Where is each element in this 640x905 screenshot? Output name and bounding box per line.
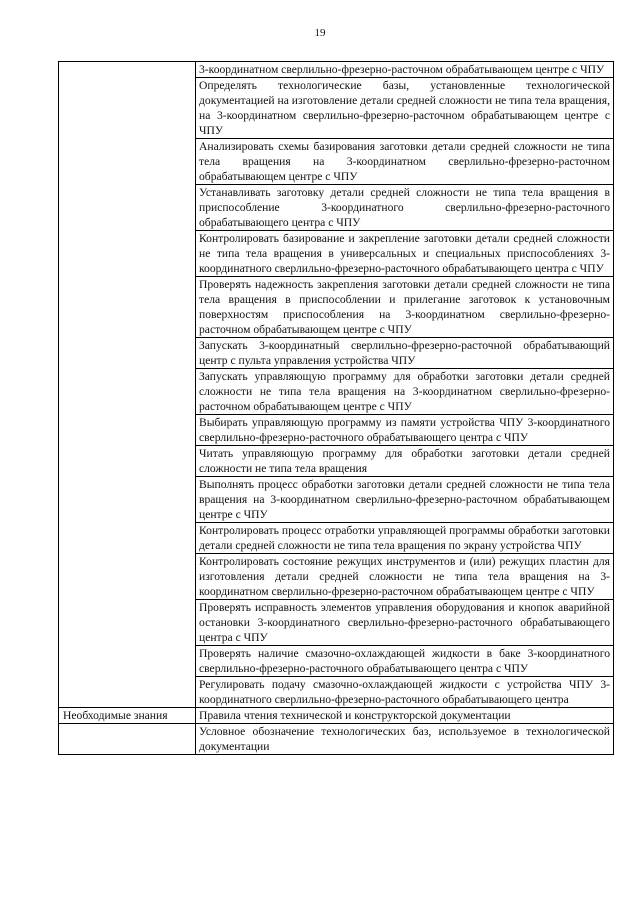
requirements-table	[58, 61, 614, 755]
table-row	[59, 646, 614, 677]
row-label	[59, 523, 196, 554]
row-label	[59, 78, 196, 139]
row-text: Определять технологические базы, установленные технологической документацией на изготовление детали средней сложности не типа тела вращения, на 3-координатном сверлильно-фрезерно-расточном обрабатывающем центре с ЧПУ	[196, 78, 614, 139]
table-row	[59, 185, 614, 231]
row-label	[59, 231, 196, 277]
row-text: Проверять наличие смазочно-охлаждающей жидкости в баке 3-координатного сверлильно-фрезерно-расточного обрабатывающего центра с ЧПУ	[196, 646, 614, 677]
row-text: Контролировать процесс отработки управляющей программы обработки заготовки детали средней сложности не типа тела вращения по экрану устройства ЧПУ	[196, 523, 614, 554]
table-row	[59, 600, 614, 646]
row-label	[59, 646, 196, 677]
table-body	[59, 62, 614, 755]
row-text: Проверять надежность закрепления заготовки детали средней сложности не типа тела вращения в приспособлении и прилегание заготовок к установочным поверхностям приспособления на 3-координатном сверлильно-фрезерно-расточном обрабатывающем центре с ЧПУ	[196, 277, 614, 338]
row-label	[59, 446, 196, 477]
table-row	[59, 139, 614, 185]
row-text: Запускать 3-координатный сверлильно-фрезерно-расточной обрабатывающий центр с пульта управления устройства ЧПУ	[196, 338, 614, 369]
row-text: Проверять исправность элементов управления оборудования и кнопок аварийной остановки 3-координатного сверлильно-фрезерно-расточного обрабатывающего центра с ЧПУ	[196, 600, 614, 646]
row-label	[59, 477, 196, 523]
row-label	[59, 600, 196, 646]
table-row	[59, 523, 614, 554]
table-row	[59, 724, 614, 755]
row-label	[59, 338, 196, 369]
row-text: Выполнять процесс обработки заготовки детали средней сложности не типа тела вращения на 3-координатном сверлильно-фрезерно-расточном обрабатывающем центре с ЧПУ	[196, 477, 614, 523]
table-row	[59, 62, 614, 78]
row-label	[59, 724, 196, 755]
row-label	[59, 185, 196, 231]
table-row	[59, 78, 614, 139]
table-row	[59, 277, 614, 338]
table-row	[59, 708, 614, 724]
row-text: Контролировать базирование и закрепление заготовки детали средней сложности не типа тела вращения в универсальных и специальных приспособлениях 3-координатного сверлильно-фрезерно-расточного обрабатывающего центра с ЧПУ	[196, 231, 614, 277]
row-label	[59, 369, 196, 415]
row-text: Читать управляющую программу для обработки заготовки детали средней сложности не типа тела вращения	[196, 446, 614, 477]
row-text: Контролировать состояние режущих инструментов и (или) режущих пластин для изготовления детали средней сложности не типа тела вращения на 3-координатном сверлильно-фрезерно-расточном обрабатывающем центре с ЧПУ	[196, 554, 614, 600]
row-label	[59, 277, 196, 338]
table-row	[59, 477, 614, 523]
page-number: 19	[314, 27, 326, 39]
table-row	[59, 677, 614, 708]
table-row	[59, 415, 614, 446]
row-text: 3-координатном сверлильно-фрезерно-расточном обрабатывающем центре с ЧПУ	[196, 62, 614, 78]
row-label	[59, 139, 196, 185]
row-text: Запускать управляющую программу для обработки заготовки детали средней сложности не типа тела вращения на 3-координатном сверлильно-фрезерно-расточном обрабатывающем центре с ЧПУ	[196, 369, 614, 415]
row-label: Необходимые знания	[59, 708, 196, 724]
row-text: Регулировать подачу смазочно-охлаждающей жидкости с устройства ЧПУ 3-координатного сверлильно-фрезерно-расточного обрабатывающего центра	[196, 677, 614, 708]
row-text: Выбирать управляющую программу из памяти устройства ЧПУ 3-координатного сверлильно-фрезерно-расточного обрабатывающего центра с ЧПУ	[196, 415, 614, 446]
row-text: Устанавливать заготовку детали средней сложности не типа тела вращения в приспособление 3-координатного сверлильно-фрезерно-расточного обрабатывающего центра с ЧПУ	[196, 185, 614, 231]
row-label	[59, 62, 196, 78]
row-text: Условное обозначение технологических баз, используемое в технологической документации	[196, 724, 614, 755]
table-row	[59, 231, 614, 277]
table-row	[59, 338, 614, 369]
row-label	[59, 415, 196, 446]
table-row	[59, 446, 614, 477]
table-row	[59, 554, 614, 600]
row-text: Анализировать схемы базирования заготовки детали средней сложности не типа тела вращения на 3-координатном сверлильно-фрезерно-расточном обрабатывающем центре с ЧПУ	[196, 139, 614, 185]
table-row	[59, 369, 614, 415]
row-label	[59, 554, 196, 600]
row-text: Правила чтения технической и конструкторской документации	[196, 708, 614, 724]
row-label	[59, 677, 196, 708]
